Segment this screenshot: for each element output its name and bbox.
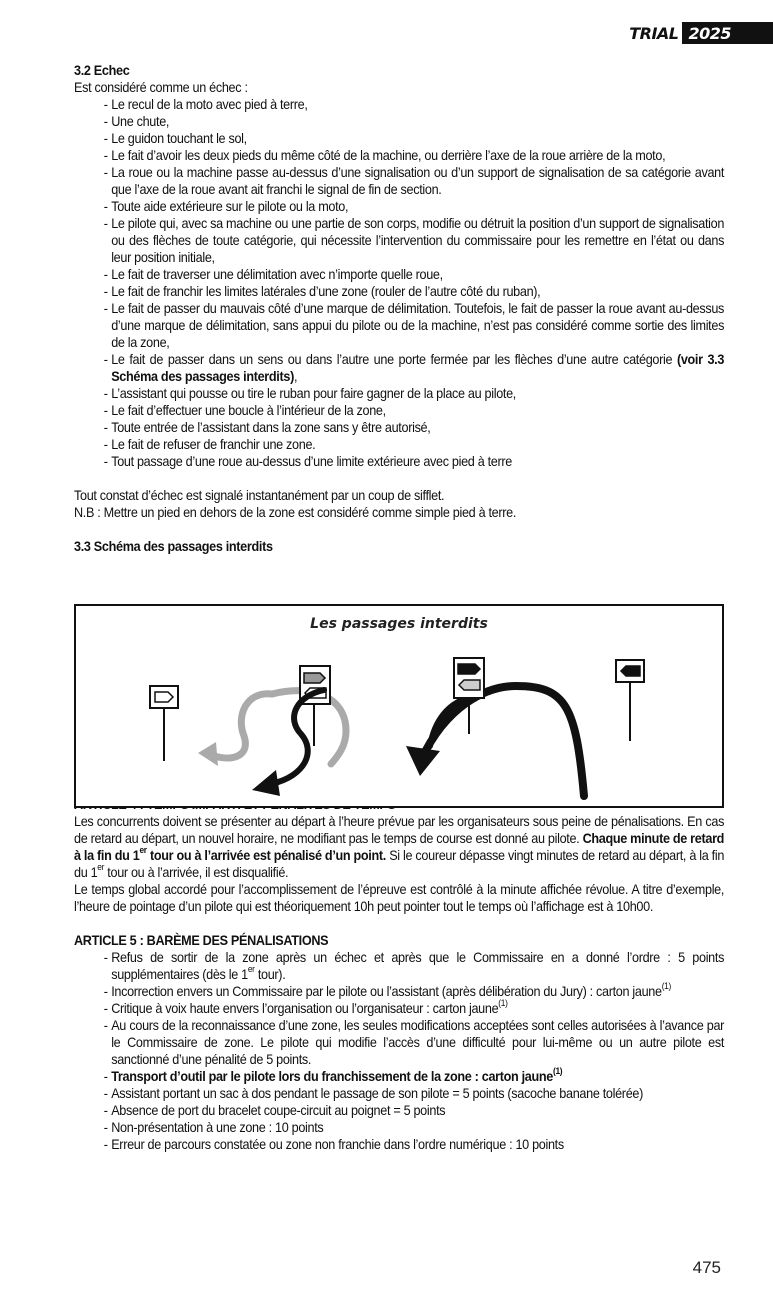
list-item: - Critique à voix haute envers l’organisation ou l’organisateur : carton jaune$^{(1)}$ <box>104 1000 724 1017</box>
article-5-heading: ARTICLE 5 : BARÈME DES PÉNALISATIONS <box>74 933 329 948</box>
article-4-bold: Chaque minute de retard à la fin du 1er tour ou à l’arrivée est pénalisé d’un point. <box>74 831 725 863</box>
list-item: - Tout passage d’une roue au-dessus d’une limite extérieure avec pied à terre <box>104 453 724 470</box>
list-item: - Refus de sortir de la zone après un échec et après que le Commissaire en a donné l’ordre : 5 points supplémentaires (dès le 1er tour). <box>104 949 724 983</box>
black-arrowhead <box>252 770 280 796</box>
header-title: TRIAL <box>629 24 679 43</box>
list-item: - Le pilote qui, avec sa machine ou une partie de son corps, modifie ou détruit la position d’un support de signalisation ou des flèches de toute catégorie, qui nécessite l’intervention du commissaire pour les remettre en l’état ou dans leur position initiale, <box>104 215 724 266</box>
header-badge <box>629 22 773 44</box>
sign-post-white-arrow-icon <box>150 686 178 761</box>
page-number: 475 <box>692 1258 721 1277</box>
header-year: 2025 <box>682 22 773 44</box>
sign-post-black-white-icon <box>454 658 484 734</box>
article-4-text-a: Les concurrents doivent se présenter au départ à l’heure prévue par les organisateurs sous peine de pénalisations. En cas de retard au départ, un nouvel horaire, ne modifiant pas le temps de course est donné au pilote. <box>74 814 725 846</box>
list-item: - Non-présentation à une zone : 10 points <box>104 1119 724 1136</box>
list-item: - Le fait de franchir les limites latérales d’une zone (rouler de l’autre côté du ruban), <box>104 283 724 300</box>
list-item-gate <box>104 351 724 385</box>
list-item: - Le fait de traverser une délimitation avec n’importe quelle roue, <box>104 266 724 283</box>
list-item-bold: - Transport d’outil par le pilote lors du franchissement de la zone : carton jaune$^{(1)}$ <box>104 1068 724 1085</box>
diagram-drawing <box>76 606 722 806</box>
list-item: - Le fait d’avoir les deux pieds du même côté de la machine, ou derrière l’axe de la roue arrière de la moto, <box>104 147 724 164</box>
article-4-text-b: Si le coureur dépasse vingt minutes de retard au départ, à la fin du 1 <box>74 848 725 880</box>
forbidden-passages-diagram <box>74 604 724 808</box>
constat-text: Tout constat d’échec est signalé instantanément par un coup de sifflet. <box>74 488 445 503</box>
article-4-paragraph-1 <box>74 813 724 881</box>
superscript: er <box>97 862 105 873</box>
list-item: - La roue ou la machine passe au-dessus d’une signalisation ou d’un support de signalisation de sa catégorie avant que l’axe de la roue avant ait franchi le signal de fin de section. <box>104 164 724 198</box>
penalties-list <box>74 949 724 1153</box>
list-item: - Toute aide extérieure sur le pilote ou la moto, <box>104 198 724 215</box>
article-4-text-c: tour ou à l’arrivée, il est disqualifié. <box>104 865 289 880</box>
nb-text: N.B : Mettre un pied en dehors de la zone est considéré comme simple pied à terre. <box>74 505 517 520</box>
gate-reference: (voir 3.3 Schéma des passages interdits) <box>111 352 725 384</box>
list-item: - Toute entrée de l’assistant dans la zone sans y être autorisé, <box>104 419 724 436</box>
list-item: - Erreur de parcours constatée ou zone non franchie dans l’ordre numérique : 10 points <box>104 1136 724 1153</box>
list-item: - Le fait de passer du mauvais côté d’une marque de délimitation. Toutefois, le fait de passer la roue avant au-dessus d’une marque de délimitation, sans appui du pilote ou de la machine, n’est pas considéré comme sortie des limites de la zone, <box>104 300 724 351</box>
section-3-2-heading: 3.2 Echec <box>74 63 130 78</box>
list-item: - L’assistant qui pousse ou tire le ruban pour faire gagner de la place au pilote, <box>104 385 724 402</box>
gate-text: Le fait de passer dans un sens ou dans l’autre une porte fermée par les flèches d’une autre catégorie <box>111 352 673 367</box>
list-item: - Une chute, <box>104 113 724 130</box>
list-item: - Le recul de la moto avec pied à terre, <box>104 96 724 113</box>
list-item: - Le fait de refuser de franchir une zone. <box>104 436 724 453</box>
list-item: - Au cours de la reconnaissance d’une zone, les seules modifications acceptées sont celles autorisées à l’avance par le Commissaire de zone. Le pilote qui modifie l’accès d’une difficulté pour lui-même ou un autre pilote est sanctionné d’une pénalité de 5 points. <box>104 1017 724 1068</box>
gray-arrowhead <box>198 742 218 766</box>
list-item: - Assistant portant un sac à dos pendant le passage de son pilote = 5 points (sacoche banane tolérée) <box>104 1085 724 1102</box>
list-item: - Le guidon touchant le sol, <box>104 130 724 147</box>
diagram-title: Les passages interdits <box>310 616 488 632</box>
list-item: - Absence de port du bracelet coupe-circuit au poignet = 5 points <box>104 1102 724 1119</box>
sign-post-black-arrow-icon <box>616 660 644 741</box>
article-4-paragraph-2: Le temps global accordé pour l’accomplissement de l’épreuve est contrôlé à la minute affichée révolue. A titre d’exemple, l’heure de pointage d’un pilote qui est théoriquement 10h peut pointer tout le temps où l’affichage est à 10h00. <box>74 882 725 914</box>
gate-end: , <box>293 369 298 384</box>
list-item: - Le fait d’effectuer une boucle à l’intérieur de la zone, <box>104 402 724 419</box>
black-arrowhead <box>406 746 440 776</box>
section-3-2-intro: Est considéré comme un échec : <box>74 80 248 95</box>
list-item: - Incorrection envers un Commissaire par le pilote ou l’assistant (après délibération du Jury) : carton jaune$^{(1)}$ <box>104 983 724 1000</box>
section-3-3-heading: 3.3 Schéma des passages interdits <box>74 539 273 554</box>
echec-list <box>74 96 724 470</box>
